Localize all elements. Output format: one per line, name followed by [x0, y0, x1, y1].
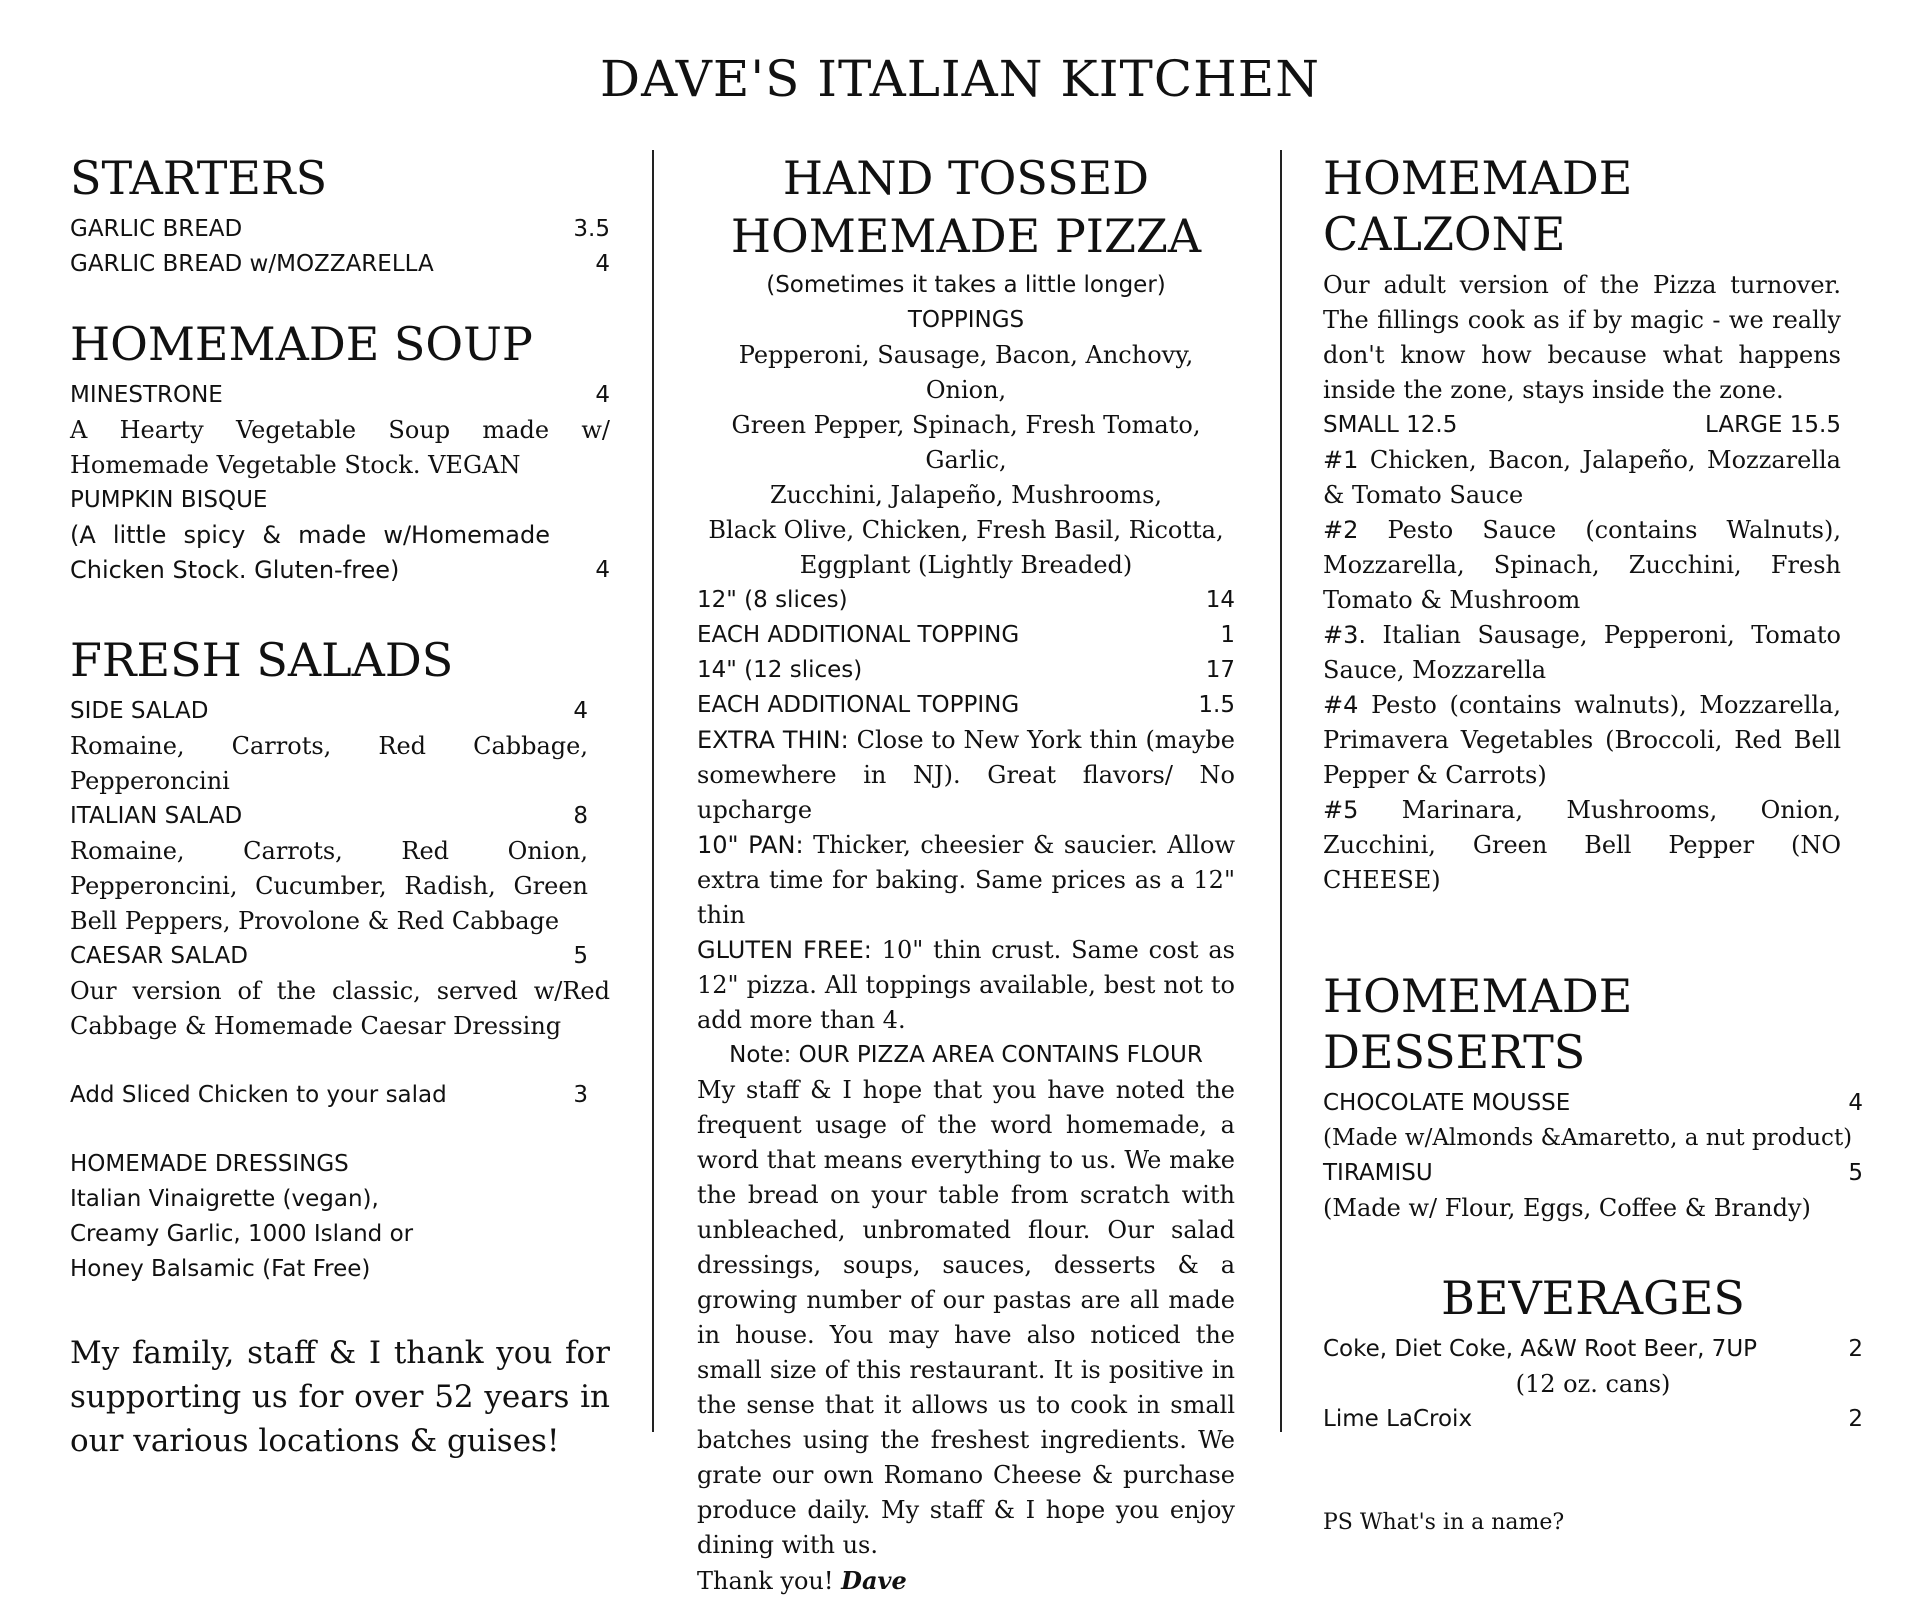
dressing-line: Creamy Garlic, 1000 Island or	[70, 1221, 414, 1247]
item-name: PUMPKIN BISQUE	[70, 487, 268, 513]
pizza-price-12	[697, 583, 1235, 618]
calzone-sizes	[1323, 408, 1841, 443]
menu-item-sodas	[1323, 1332, 1863, 1367]
pan-label: 10" PAN:	[697, 831, 804, 859]
item-price: 1.5	[1198, 692, 1235, 718]
left-column	[70, 150, 610, 1463]
item-price: 4	[595, 251, 610, 277]
item-name: CHOCOLATE MOUSSE	[1323, 1090, 1571, 1116]
item-name: SIDE SALAD	[70, 698, 209, 724]
item-description: (Made w/ Flour, Eggs, Coffee & Brandy)	[1323, 1194, 1811, 1222]
item-price: 17	[1205, 657, 1235, 683]
size-price: 12.5	[1406, 412, 1458, 438]
option-number: #1	[1323, 446, 1359, 474]
item-name: TIRAMISU	[1323, 1160, 1433, 1186]
calzone-heading: HOMEMADE CALZONE	[1323, 151, 1633, 261]
right-column	[1323, 150, 1863, 1540]
item-price: 2	[1848, 1336, 1863, 1362]
item-name: 12" (8 slices)	[697, 587, 848, 613]
item-price: 5	[573, 943, 588, 969]
item-price: 2	[1848, 1406, 1863, 1432]
pan-info	[697, 828, 1235, 933]
item-price: 3	[573, 1082, 588, 1108]
item-name: EACH ADDITIONAL TOPPING	[697, 692, 1020, 718]
item-name: CAESAR SALAD	[70, 943, 248, 969]
menu-item-add-chicken	[70, 1078, 588, 1113]
item-name: MINESTRONE	[70, 382, 223, 408]
salads-heading: FRESH SALADS	[70, 633, 454, 687]
calzone-option-2	[1323, 513, 1841, 618]
item-price: 1	[1220, 622, 1235, 648]
size-label: LARGE	[1705, 412, 1783, 438]
family-thanks-note: My family, staff & I thank you for supporting us for over 52 years in our various locations & guises!	[70, 1335, 610, 1459]
item-description: (A little spicy & made w/Homemade Chicken Stock. Gluten-free)	[70, 521, 550, 584]
calzone-option-3	[1323, 618, 1841, 688]
item-price: 8	[573, 803, 588, 829]
item-price: 3.5	[573, 216, 610, 242]
option-text: Chicken, Bacon, Jalapeño, Mozzarella & Tomato Sauce	[1323, 446, 1841, 509]
item-description: Romaine, Carrots, Red Cabbage, Pepperoncini	[70, 732, 588, 795]
calzone-option-4	[1323, 688, 1841, 793]
starters-heading: STARTERS	[70, 151, 328, 205]
option-text: Pesto (contains walnuts), Mozzarella, Primavera Vegetables (Broccoli, Red Bell Pepper & Carrots)	[1323, 691, 1841, 789]
item-name: ITALIAN SALAD	[70, 803, 243, 829]
item-name: GARLIC BREAD	[70, 216, 243, 242]
item-description: Our version of the classic, served w/Red Cabbage & Homemade Caesar Dressing	[70, 977, 610, 1040]
signature: Dave	[841, 1566, 907, 1595]
menu-item-minestrone	[70, 378, 610, 413]
item-name: GARLIC BREAD w/MOZZARELLA	[70, 251, 434, 277]
option-number: #2	[1323, 516, 1359, 544]
menu-item-pumpkin-bisque	[70, 483, 610, 518]
calzone-intro: Our adult version of the Pizza turnover. The fillings cook as if by magic - we really don't know how because what happens inside the zone, stays inside the zone.	[1323, 271, 1841, 404]
dressing-line: Honey Balsamic (Fat Free)	[70, 1256, 371, 1282]
item-description: (Made w/Almonds &Amaretto, a nut product)	[1323, 1125, 1853, 1151]
pizza-topping-price-14	[697, 688, 1235, 723]
option-number: #4	[1323, 691, 1359, 719]
item-price: 4	[573, 698, 588, 724]
menu-item-side-salad	[70, 694, 588, 729]
option-text: Italian Sausage, Pepperoni, Tomato Sauce, Mozzarella	[1323, 621, 1841, 684]
option-number: #5	[1323, 796, 1359, 824]
pizza-price-14	[697, 653, 1235, 688]
item-name: Lime LaCroix	[1323, 1406, 1473, 1432]
extra-thin-text: Close to New York thin (maybe somewhere in NJ). Great flavors/ No upcharge	[697, 726, 1235, 824]
size-price: 15.5	[1789, 412, 1841, 438]
toppings-line: Green Pepper, Spinach, Fresh Tomato, Garlic,	[731, 411, 1201, 474]
menu-item-tiramisu	[1323, 1156, 1863, 1191]
beverages-heading: BEVERAGES	[1441, 1271, 1745, 1325]
item-description: A Hearty Vegetable Soup made w/ Homemade Vegetable Stock. VEGAN	[70, 416, 610, 479]
dressings-heading: HOMEMADE DRESSINGS	[70, 1151, 349, 1177]
postscript: PS What's in a name?	[1323, 1510, 1565, 1535]
option-text: Marinara, Mushrooms, Onion, Zucchini, Green Bell Pepper (NO CHEESE)	[1323, 796, 1841, 894]
center-column	[697, 150, 1235, 1599]
soup-heading: HOMEMADE SOUP	[70, 317, 533, 371]
thank-you-text: Thank you!	[697, 1567, 834, 1595]
pizza-heading-line2: HOMEMADE PIZZA	[730, 209, 1202, 263]
pizza-topping-price-12	[697, 618, 1235, 653]
toppings-line: Black Olive, Chicken, Fresh Basil, Ricotta,	[708, 516, 1224, 544]
dressing-line: Italian Vinaigrette (vegan),	[70, 1186, 379, 1212]
menu-item-italian-salad	[70, 799, 588, 834]
menu-item-chocolate-mousse	[1323, 1086, 1863, 1121]
extra-thin-label: EXTRA THIN:	[697, 726, 849, 754]
menu-item-garlic-bread	[70, 212, 610, 247]
toppings-heading: TOPPINGS	[907, 307, 1025, 333]
gluten-free-info	[697, 933, 1235, 1038]
flour-note: Note: OUR PIZZA AREA CONTAINS FLOUR	[729, 1042, 1203, 1068]
staff-note: My staff & I hope that you have noted the frequent usage of the word homemade, a word that means everything to us. We make the bread on your table from scratch with unbleached, unbromated flour. Our salad dressings, soups, sauces, desserts & a growing number of our pastas are all made in house. You may have also noticed the small size of this restaurant. It is positive in the sense that it allows us to cook in small batches using the freshest ingredients. We grate our own Romano Cheese & purchase produce daily. My staff & I hope you enjoy dining with us.	[697, 1076, 1235, 1559]
desserts-heading: HOMEMADE DESSERTS	[1323, 969, 1633, 1079]
calzone-option-1	[1323, 443, 1841, 513]
item-price: 5	[1848, 1160, 1863, 1186]
item-name: Coke, Diet Coke, A&W Root Beer, 7UP	[1323, 1336, 1758, 1362]
pan-text: Thicker, cheesier & saucier. Allow extra time for baking. Same prices as a 12" thin	[697, 831, 1235, 929]
menu-item-lime-lacroix	[1323, 1402, 1863, 1437]
column-divider-right	[1280, 150, 1282, 1432]
gluten-free-label: GLUTEN FREE:	[697, 936, 872, 964]
toppings-line: Eggplant (Lightly Breaded)	[799, 551, 1133, 579]
toppings-line: Zucchini, Jalapeño, Mushrooms,	[769, 481, 1163, 509]
column-divider-left	[652, 150, 654, 1432]
extra-thin-info	[697, 723, 1235, 828]
calzone-option-5	[1323, 793, 1841, 898]
pumpkin-bisque-detail	[70, 518, 610, 588]
item-price: 4	[595, 557, 610, 583]
item-name: Add Sliced Chicken to your salad	[70, 1082, 447, 1108]
option-text: Pesto Sauce (contains Walnuts), Mozzarella, Spinach, Zucchini, Fresh Tomato & Mushroom	[1323, 516, 1841, 614]
item-note: (12 oz. cans)	[1515, 1370, 1671, 1398]
size-label: SMALL	[1323, 412, 1399, 438]
option-number: #3.	[1323, 621, 1367, 649]
toppings-line: Pepperoni, Sausage, Bacon, Anchovy, Onion,	[738, 341, 1194, 404]
pizza-subtitle: (Sometimes it takes a little longer)	[766, 272, 1166, 298]
restaurant-title: DAVE'S ITALIAN KITCHEN	[600, 50, 1320, 108]
gluten-free-text: 10" thin crust. Same cost as 12" pizza. All toppings available, best not to add more than 4.	[697, 936, 1236, 1034]
item-price: 4	[595, 382, 610, 408]
menu-item-garlic-bread-mozzarella	[70, 247, 610, 282]
item-description: Romaine, Carrots, Red Onion, Pepperoncini, Cucumber, Radish, Green Bell Peppers, Provolone & Red Cabbage	[70, 837, 588, 935]
sign-off	[697, 1563, 1235, 1599]
pizza-heading-line1: HAND TOSSED	[782, 151, 1150, 205]
calzone-large	[1705, 408, 1841, 443]
item-name: EACH ADDITIONAL TOPPING	[697, 622, 1020, 648]
calzone-small	[1323, 408, 1457, 443]
item-price: 4	[1848, 1090, 1863, 1116]
item-price: 14	[1205, 587, 1235, 613]
menu-item-caesar-salad	[70, 939, 588, 974]
item-name: 14" (12 slices)	[697, 657, 863, 683]
